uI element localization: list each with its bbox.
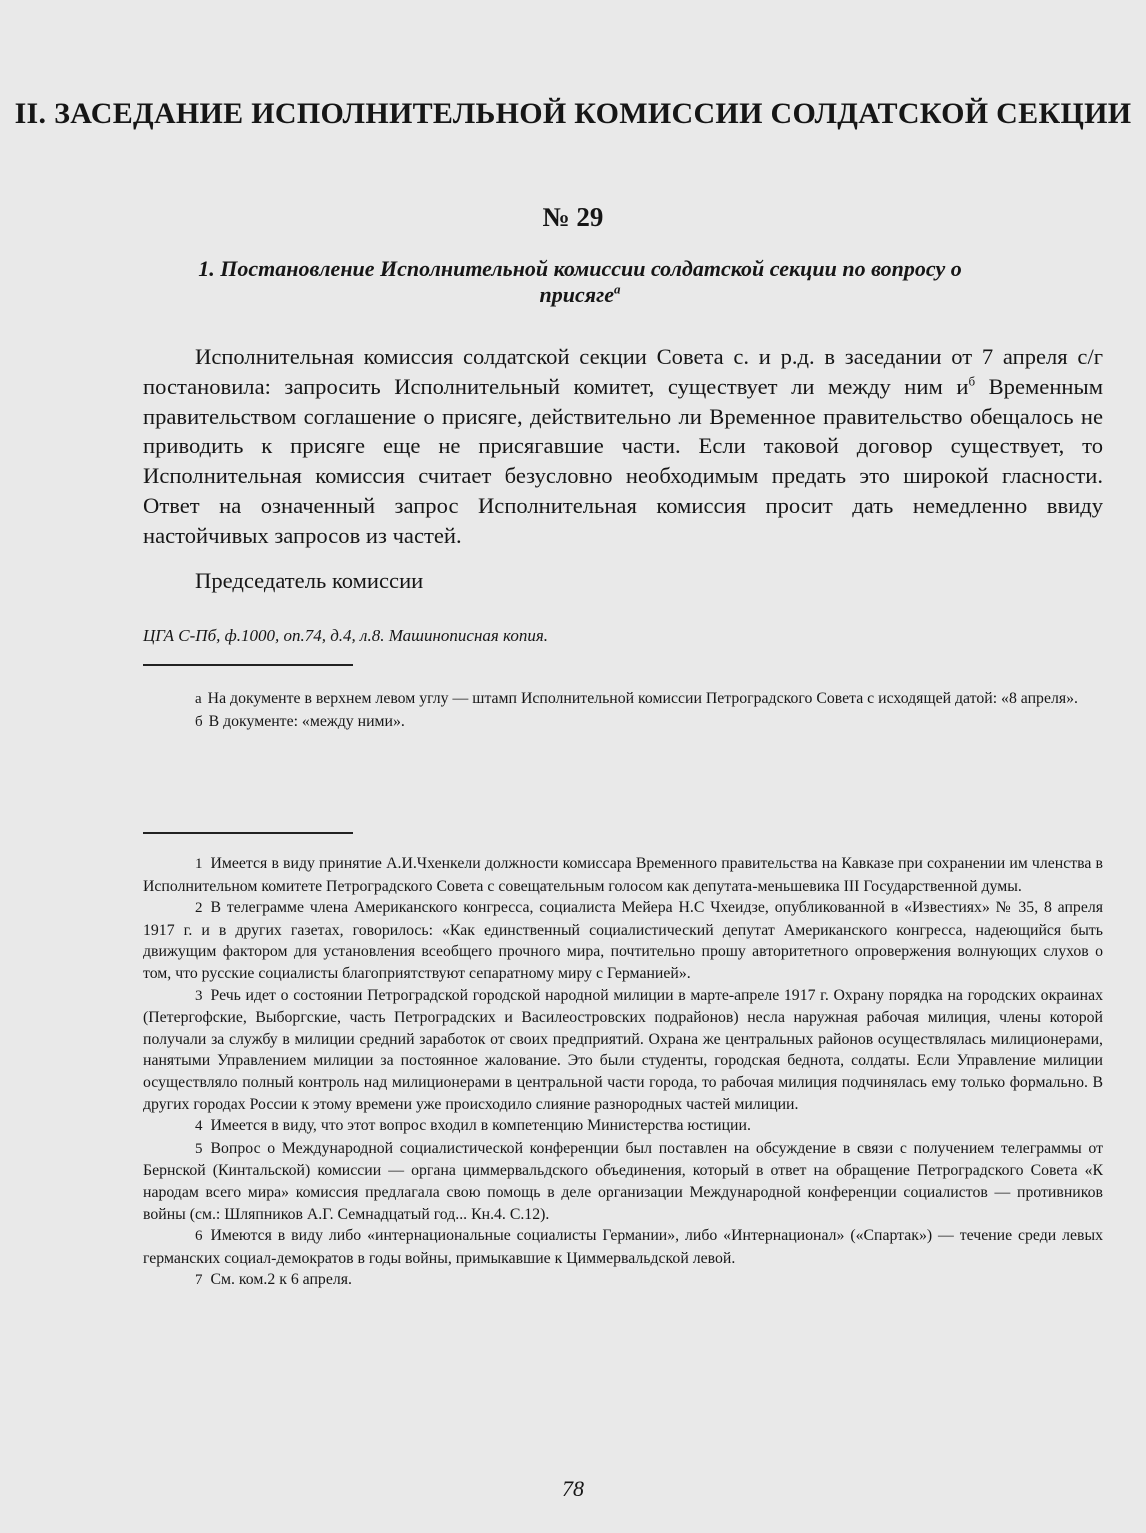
commentary-note — [143, 1269, 1103, 1292]
resolution-footnote-mark: б — [968, 373, 976, 389]
commentary-note — [143, 1225, 1103, 1269]
subtitle-text: 1. Постановление Исполнительной комиссии солдатской секции по вопросу о присяге — [198, 256, 962, 307]
commentary-number: 7 — [195, 1272, 203, 1289]
note-mark: а — [195, 691, 202, 707]
commentary-number: 2 — [195, 900, 203, 917]
commentary-number: 1 — [195, 856, 203, 872]
commentary-text: В телеграмме члена Американского конгресса, социалиста Мейера Н.С Чхеидзе, опубликованной в «Известиях» № 35, 8 апреля 1917 г. и в других газетах, говорилось: «Как единственный социалистический депутат Американского конгресса, надеющийся быть движущим фактором для установления всеобщего прочного мира, почтительно прошу авторитетного опровержения волнующих слухов о том, что русские социалисты благоприятствуют сепаратному миру с Германией». — [143, 899, 1103, 982]
resolution-text-part1: Исполнительная комиссия солдатской секции Совета с. и р.д. в заседании от 7 апреля с/г постановила: запросить Исполнительный комитет, существует ли между ним и — [143, 344, 1103, 399]
chairman-signature: Председатель комиссии — [195, 568, 424, 593]
document-note — [143, 711, 1103, 734]
commentary-text: Имеется в виду, что этот вопрос входил в компетенцию Министерства юстиции. — [210, 1117, 751, 1135]
commentary-number: 3 — [195, 987, 203, 1004]
subtitle-footnote-mark: а — [613, 281, 621, 297]
commentary-text: Имеется в виду принятие А.И.Чхенкели должности комиссара Временного правительства на Кавказе при сохранении им членства в Исполнительном комитете Петроградского Совета с совещательным голосом как депутата-меньшевика III Государственной думы. — [143, 855, 1103, 895]
note-text: В документе: «между ними». — [208, 712, 405, 730]
archive-source: ЦГА С-Пб, ф.1000, оп.74, д.4, л.8. Машинописная копия. — [143, 626, 548, 645]
commentary-number: 4 — [195, 1118, 203, 1135]
document-notes — [143, 688, 1103, 733]
page-number: 78 — [562, 1476, 584, 1501]
notes-divider — [143, 664, 353, 666]
commentary-note — [143, 1115, 1103, 1138]
resolution-text — [143, 342, 1103, 551]
commentary-text: Имеются в виду либо «интернациональные социалисты Германии», либо «Интернационал» («Спартак») — течение среди левых германских социал-демократов в годы войны, примыкавшие к Циммервальдской левой. — [143, 1227, 1103, 1267]
note-mark: б — [195, 713, 203, 730]
document-subtitle — [180, 256, 980, 308]
document-number: № 29 — [542, 202, 604, 232]
commentary-note — [143, 1138, 1103, 1225]
commentary-note — [143, 853, 1103, 897]
commentary-number: 5 — [195, 1140, 203, 1157]
commentary-note — [143, 985, 1103, 1116]
commentary-number: 6 — [195, 1228, 203, 1245]
commentary-text: Речь идет о состоянии Петроградской городской народной милиции в марте-апреле 1917 г. Охрану порядка на городских окраинах (Петергофские, Выборгские, часть Петроградских и Василеостровских подрайонов) несла наружная рабочая милиция, члены которой получали за службу в милиции средний заработок от своих предприятий. Охрана же центральных районов осуществлялась милиционерами, нанятыми Управлением милиции за постоянное жалование. Это были студенты, городская беднота, солдаты. Если Управление милиции осуществляло полный контроль над милиционерами в центральной части города, то рабочая милиция подчинялась ему только формально. В других городах России к этому времени уже происходило слияние разнородных частей милиции. — [143, 986, 1103, 1113]
document-note — [143, 688, 1103, 711]
commentary-note — [143, 897, 1103, 984]
section-title: II. ЗАСЕДАНИЕ ИСПОЛНИТЕЛЬНОЙ КОМИССИИ СОЛДАТСКОЙ СЕКЦИИ — [14, 97, 1132, 130]
commentary-text: См. ком.2 к 6 апреля. — [210, 1271, 352, 1289]
resolution-text-part2: Временным правительством соглашение о присяге, действительно ли Временное правительство обещалось не приводить к присяге еще не присягавшие части. Если таковой договор существует, то Исполнительная комиссия считает безусловно необходимым предать это широкой гласности. Ответ на означенный запрос Исполнительная комиссия просит дать немедленно ввиду настойчивых запросов из частей. — [143, 373, 1103, 548]
commentary-divider — [143, 832, 353, 834]
commentary-text: Вопрос о Международной социалистической конференции был поставлен на обсуждение в связи с получением телеграммы от Бернской (Кинтальской) комиссии — органа циммервальдского объединения, который в ответ на обращение Петроградского Совета «К народам всего мира» комиссия предлагала свою помощь в деле организации Международной конференции социалистов — противников войны (см.: Шляпников А.Г. Семнадцатый год... Кн.4. С.12). — [143, 1139, 1103, 1223]
commentary-notes — [143, 853, 1103, 1292]
note-text: На документе в верхнем левом углу — штамп Исполнительной комиссии Петроградского Совета с исходящей датой: «8 апреля». — [207, 690, 1078, 707]
